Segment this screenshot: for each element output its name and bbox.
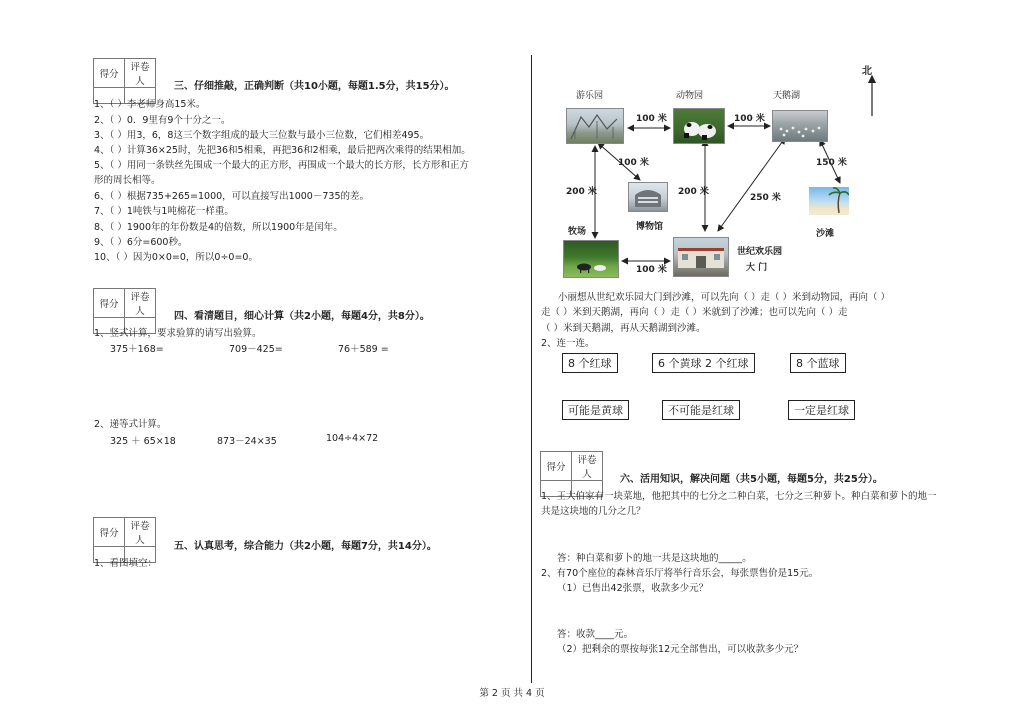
judge-item-7: 7、（ ）1吨铁与1吨棉花一样重。 (94, 206, 234, 217)
distance-dong-gate: 200 米 (678, 187, 709, 197)
judge-item-9: 9、（ ）6分=600秒。 (94, 237, 188, 248)
problem2-sub1: （1）已售出42张票，收款多少元？ (557, 583, 709, 594)
score-label: 得分 (541, 452, 572, 481)
route-text-line3: （ ）米到天鹅湖，再从天鹅湖到沙滩。 (541, 323, 706, 334)
judge-item-1: 1、（ ）李老师身高15米。 (94, 99, 206, 110)
problem2-sub2: （2）把剩余的票按每张12元全部售出，可以收款多少元？ (557, 644, 804, 655)
pasture-photo (563, 240, 619, 278)
distance-you-mu: 200 米 (566, 187, 597, 197)
score-label: 得分 (94, 518, 125, 547)
judge-item-10: 10、（ ）因为0×0=0，所以0÷0=0。 (94, 252, 258, 263)
section3-title: 三、仔细推敲，正确判断（共10小题，每题1.5分，共15分）。 (174, 81, 455, 92)
step-calc-1: 325 ＋ 65×18 (110, 436, 176, 447)
connect-top-box-1[interactable]: 8 个红球 (562, 353, 618, 373)
label-tianehu: 天鹅湖 (773, 91, 801, 101)
section5-title: 五、认真思考，综合能力（共2小题，每题7分，共14分）。 (174, 541, 437, 552)
judge-item-5-cont: 形的周长相等。 (94, 175, 161, 186)
label-muchang: 牧场 (568, 227, 587, 237)
label-bowuguan: 博物馆 (636, 222, 664, 232)
label-youleyuan: 游乐园 (576, 91, 604, 101)
vertical-calc-2: 709－425= (229, 344, 283, 355)
route-text-line1: 小丽想从世纪欢乐园大门到沙滩，可以先向（ ）走（ ）米到动物园，再向（ ） (558, 292, 891, 303)
column-divider (531, 55, 532, 683)
distance-mu-gate: 100 米 (636, 265, 667, 275)
vertical-calc-1: 375＋168= (110, 344, 164, 355)
label-shatan: 沙滩 (816, 229, 835, 239)
grader-label: 评卷人 (125, 59, 156, 88)
label-gate-line2: 大 门 (746, 263, 768, 273)
problem1-line2: 共是这块地的几分之几？ (541, 506, 646, 517)
route-text-line2: 走（ ）米到天鹅湖，再向（ ）走（ ）米就到了沙滩；也可以先向（ ）走 (541, 307, 848, 318)
connect-bottom-box-3[interactable]: 一定是红球 (788, 400, 855, 420)
grader-label: 评卷人 (125, 518, 156, 547)
step-calc-2: 873－24×35 (217, 436, 277, 447)
zoo-photo (673, 108, 725, 144)
distance-you-dong: 100 米 (636, 114, 667, 124)
problem2-text: 2、有70个座位的森林音乐厅将举行音乐会，每张票售价是15元。 (541, 568, 819, 579)
section4-title: 四、看清题目，细心计算（共2小题，每题4分，共8分）。 (174, 311, 430, 322)
swan-lake-photo (772, 110, 828, 142)
judge-item-3: 3、（ ）用3，6，8这三个数字组成的最大三位数与最小三位数，它们相差495。 (94, 130, 430, 141)
distance-tian-gate: 250 米 (750, 193, 781, 203)
problem2-answer: 答：收款____元。 (557, 629, 634, 640)
calc-q1-text: 1、竖式计算，要求验算的请写出验算。 (94, 328, 262, 339)
park-gate-photo (673, 237, 729, 277)
distance-you-bo: 100 米 (618, 158, 649, 168)
grader-label: 评卷人 (572, 452, 603, 481)
connect-bottom-box-2[interactable]: 不可能是红球 (662, 400, 740, 420)
judge-item-4: 4、（ ）计算36×25时，先把36和5相乘，再把36和2相乘，最后把两次乘得的结果相加。 (94, 145, 471, 156)
amusement-park-photo (566, 108, 624, 144)
label-gate-line1: 世纪欢乐园 (737, 247, 783, 257)
vertical-calc-3: 76＋589 = (338, 344, 389, 355)
section6-title: 六、活用知识，解决问题（共5小题，每题5分，共25分）。 (620, 474, 883, 485)
judge-item-8: 8、（ ）1900年的年份数是4的倍数，所以1900年是闰年。 (94, 222, 343, 233)
score-label: 得分 (94, 59, 125, 88)
problem1-answer: 答：种白菜和萝卜的地一共是这块地的_____。 (557, 553, 752, 564)
connect-top-box-2[interactable]: 6 个黄球 2 个红球 (652, 353, 755, 373)
connect-title: 2、连一连。 (541, 338, 595, 349)
step-calc-3: 104÷4×72 (326, 433, 379, 444)
grader-label: 评卷人 (125, 289, 156, 318)
section5-q1-text: 1、看图填空： (94, 558, 158, 569)
north-label: 北 (862, 66, 872, 77)
connect-top-box-3[interactable]: 8 个蓝球 (790, 353, 846, 373)
calc-q2-text: 2、递等式计算。 (94, 419, 167, 430)
connect-bottom-box-1[interactable]: 可能是黄球 (562, 400, 629, 420)
distance-tian-sha: 150 米 (816, 158, 847, 168)
label-dongwuyuan: 动物园 (676, 91, 704, 101)
distance-dong-tian: 100 米 (734, 114, 765, 124)
problem1-line1: 1、王大伯家有一块菜地，他把其中的七分之二种白菜，七分之三种萝卜。种白菜和萝卜的地一 (541, 491, 937, 502)
beach-photo (809, 187, 849, 215)
score-label: 得分 (94, 289, 125, 318)
museum-photo (628, 182, 668, 212)
page-footer: 第 2 页 共 4 页 (479, 688, 545, 699)
judge-item-6: 6、（ ）根据735+265=1000，可以直接写出1000－735的差。 (94, 191, 369, 202)
judge-item-2: 2、（ ）0．9里有9个十分之一。 (94, 115, 231, 126)
judge-item-5: 5、（ ）用同一条铁丝先围成一个最大的正方形，再围成一个最大的长方形，长方形和正方 (94, 160, 469, 171)
